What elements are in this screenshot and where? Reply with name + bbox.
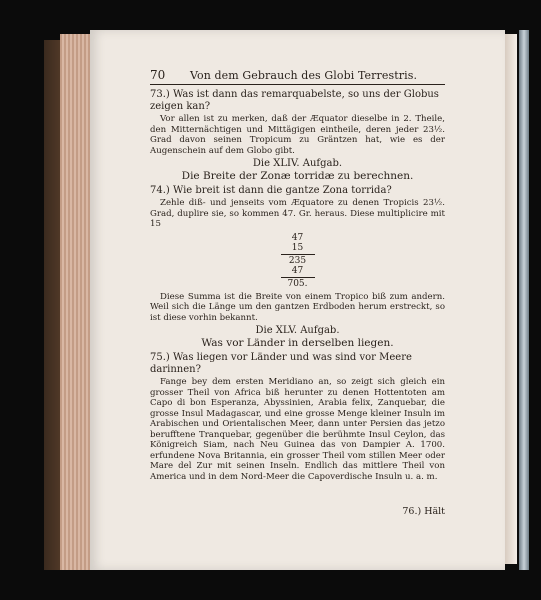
calc-result: 705. (287, 278, 308, 289)
page-number: 70 (150, 68, 166, 82)
answer-74: Zehle diß- und jenseits vom Æquatore zu denen Tropicis 23½. Grad, duplire sie, so kommen 47. Gr. heraus. Diese multiplicire mit 15 (150, 198, 445, 229)
answer-73: Vor allen ist zu merken, daß der Æquator dieselbe in 2. Theile, den Mitternächtigen und Mittägigen eintheile, deren jeder 23½. Grad davon seinen Tropicum zu Gräntzen hat, wie es der Augenschein auf dem Globo gibt. (150, 114, 445, 156)
catchword: 76.) Hält (402, 506, 445, 517)
task-45-title: Die XLV. Aufgab. (255, 325, 340, 336)
page-right-edge (505, 34, 517, 564)
question-73: 73.) Was ist dann das remarquabelste, so uns der Globus zeigen kan? (150, 89, 439, 112)
calc-line-1: 47 (291, 232, 304, 243)
page-content (150, 68, 445, 517)
calc-line-4: 47 (291, 265, 304, 276)
calc-rule (281, 277, 315, 278)
answer-74-cont: Diese Summa ist die Breite von einem Tropico biß zum andern. Weil sich die Länge um den gantzen Erdboden herum erstreckt, so ist diese vorhin bekannt. (150, 291, 445, 323)
book-clip (519, 30, 529, 570)
question-75: 75.) Was liegen vor Länder und was sind vor Meere darinnen? (150, 352, 412, 375)
task-44-subtitle: Die Breite der Zonæ torridæ zu berechnen. (181, 170, 414, 182)
calc-line-2: 15 (291, 242, 304, 253)
answer-75: Fange bey dem ersten Meridiano an, so zeigt sich gleich ein grosser Theil von Africa biß herunter zu denen Hottentoten am Capo di bon Esperanza, Abyssinien, Arabia felix, Zanquebar, die grosse Insul Madagascar, und eine grosse Menge kleiner Insuln im Arabischen und Orientalischen Meer, dann unter Persien das jetzo berufftene Tranquebar, gegenüber die berühmte Insul Ceylon, das Königreich Siam, nach Neu Guinea das von Dampier A. 1700. erfundene Nova Britannia, ein grosser Theil vom stillen Meer oder Mare del Zur mit seinen Inseln. Endlich das mittlere Theil von America und in dem Nord-Meer die Capoverdische Insuln u. a. m. (150, 377, 445, 482)
calc-rule (281, 254, 315, 255)
calculation (268, 233, 328, 289)
question-74: 74.) Wie breit ist dann die gantze Zona torrida? (150, 185, 392, 196)
task-45-subtitle: Was vor Länder in derselben liegen. (201, 337, 394, 349)
calc-line-3: 235 (288, 255, 307, 266)
page-header (150, 68, 445, 85)
task-44-title: Die XLIV. Aufgab. (252, 158, 343, 169)
running-head: Von dem Gebrauch des Globi Terrestris. (190, 69, 418, 82)
